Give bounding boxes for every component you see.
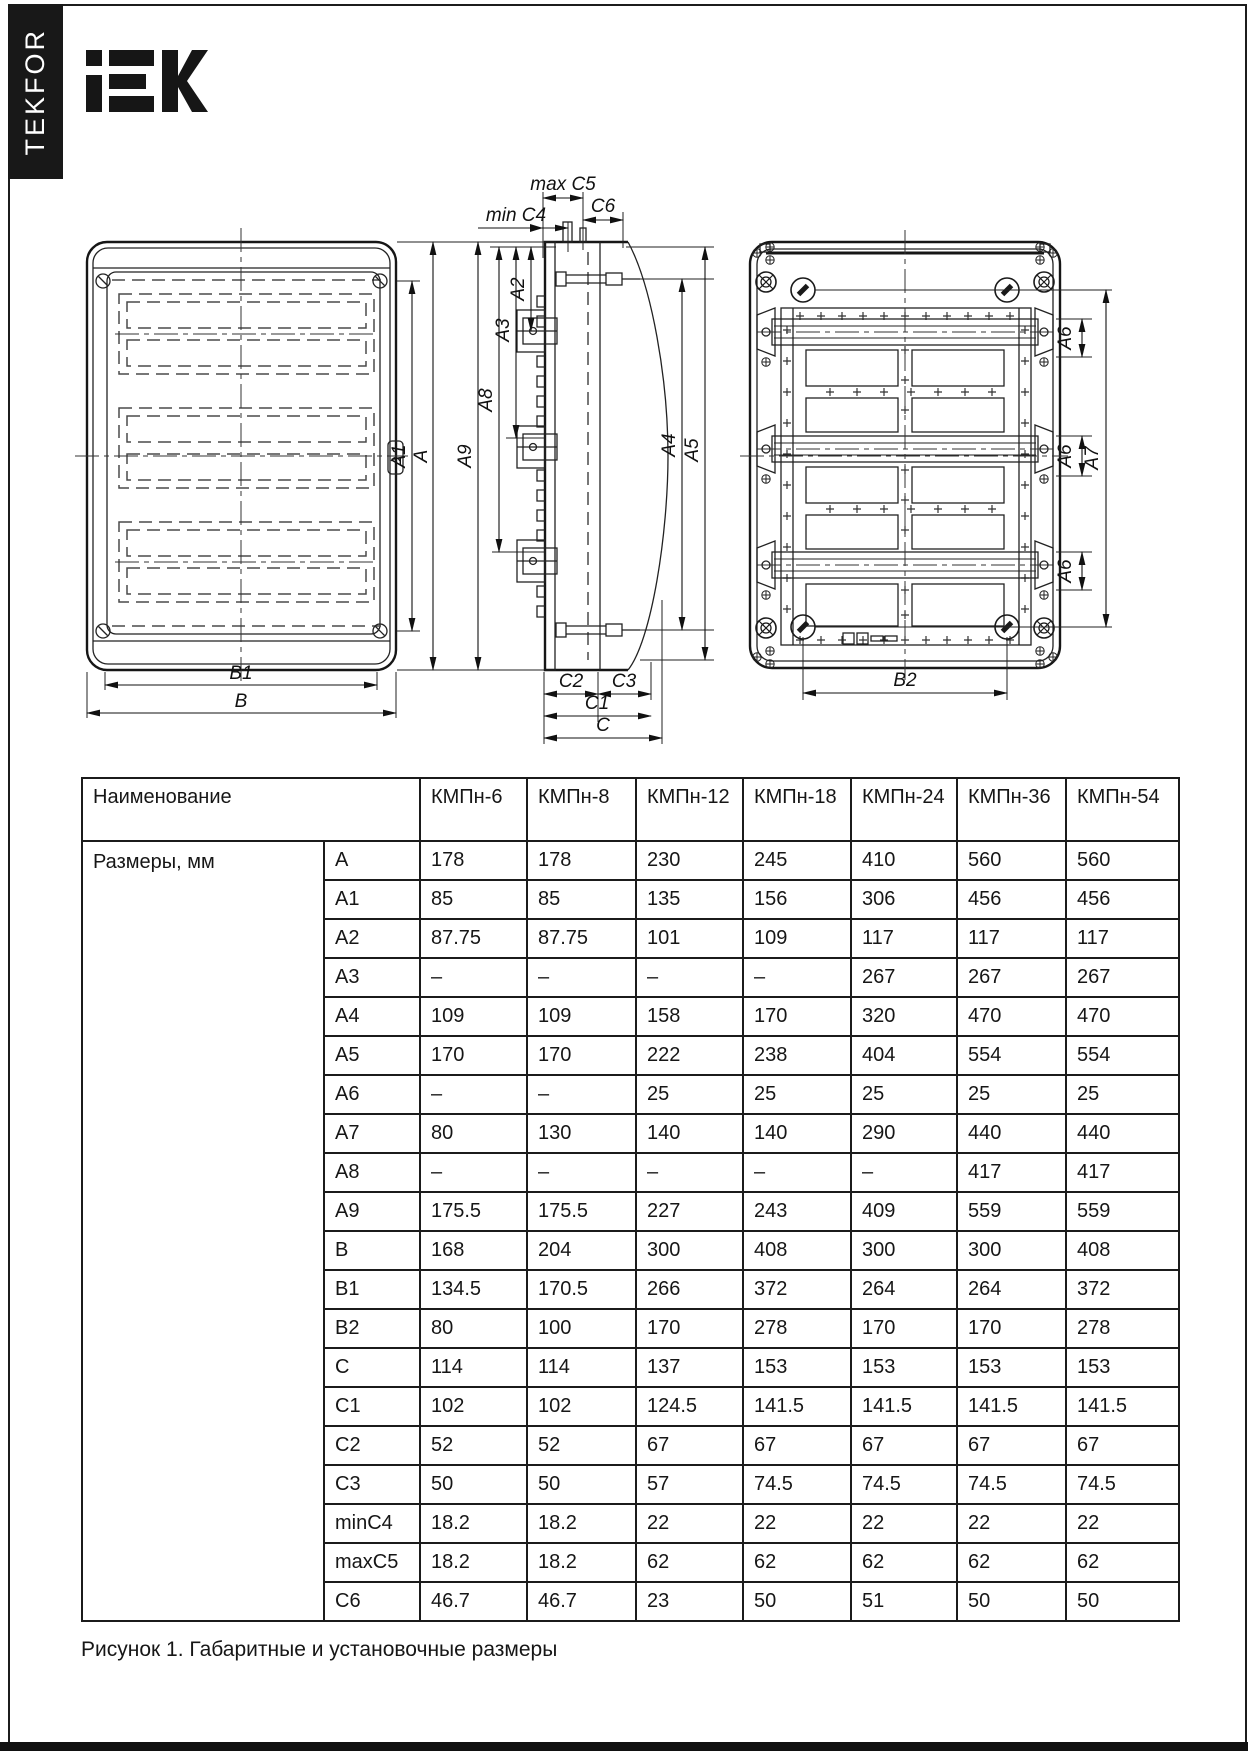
- value-cell: 300: [636, 1231, 743, 1270]
- value-cell: 410: [851, 841, 957, 880]
- value-cell: 57: [636, 1465, 743, 1504]
- value-cell: 25: [851, 1075, 957, 1114]
- value-cell: 306: [851, 880, 957, 919]
- value-cell: 456: [1066, 880, 1179, 919]
- front-door: [107, 272, 380, 634]
- dim-label-a6: A6: [1055, 559, 1076, 583]
- value-cell: 264: [851, 1270, 957, 1309]
- value-cell: 278: [1066, 1309, 1179, 1348]
- value-cell: 114: [420, 1348, 527, 1387]
- value-cell: 417: [1066, 1153, 1179, 1192]
- value-cell: 74.5: [851, 1465, 957, 1504]
- value-cell: 18.2: [527, 1543, 636, 1582]
- value-cell: 22: [957, 1504, 1066, 1543]
- value-cell: 554: [1066, 1036, 1179, 1075]
- side-rail-bracket: [517, 540, 557, 582]
- value-cell: 52: [527, 1426, 636, 1465]
- value-cell: 559: [1066, 1192, 1179, 1231]
- value-cell: 278: [743, 1309, 851, 1348]
- value-cell: 62: [743, 1543, 851, 1582]
- dim-label-b: B: [234, 691, 248, 712]
- value-cell: 80: [420, 1309, 527, 1348]
- value-cell: 153: [743, 1348, 851, 1387]
- dim-label-c: C: [596, 715, 610, 736]
- value-cell: 85: [420, 880, 527, 919]
- back-mounting-plate: [781, 308, 1031, 645]
- value-cell: 137: [636, 1348, 743, 1387]
- dim-label-c2: C2: [558, 671, 584, 692]
- param-cell: A4: [324, 997, 420, 1036]
- value-cell: 62: [636, 1543, 743, 1582]
- value-cell: 50: [743, 1582, 851, 1621]
- back-keyhole: [791, 615, 815, 639]
- value-cell: 140: [636, 1114, 743, 1153]
- param-cell: A1: [324, 880, 420, 919]
- value-cell: 50: [957, 1582, 1066, 1621]
- header-col-cell: КМПн-36: [957, 778, 1066, 841]
- header-col-cell: КМПн-12: [636, 778, 743, 841]
- front-module-group: [119, 408, 374, 488]
- dim-label-c6: C6: [590, 196, 616, 217]
- value-cell: 470: [957, 997, 1066, 1036]
- value-cell: 109: [743, 919, 851, 958]
- value-cell: 153: [1066, 1348, 1179, 1387]
- value-cell: –: [420, 1075, 527, 1114]
- value-cell: –: [527, 1075, 636, 1114]
- value-cell: 117: [957, 919, 1066, 958]
- param-cell: A3: [324, 958, 420, 997]
- back-corner-screw: [756, 618, 776, 638]
- value-cell: 102: [527, 1387, 636, 1426]
- param-cell: A7: [324, 1114, 420, 1153]
- value-cell: 25: [957, 1075, 1066, 1114]
- value-cell: 67: [851, 1426, 957, 1465]
- value-cell: –: [743, 1153, 851, 1192]
- value-cell: 130: [527, 1114, 636, 1153]
- value-cell: 46.7: [420, 1582, 527, 1621]
- value-cell: 50: [527, 1465, 636, 1504]
- table-header-row: [82, 778, 1179, 841]
- value-cell: 18.2: [420, 1504, 527, 1543]
- value-cell: –: [420, 958, 527, 997]
- value-cell: 141.5: [1066, 1387, 1179, 1426]
- value-cell: 409: [851, 1192, 957, 1231]
- back-corner-screw: [756, 272, 776, 292]
- value-cell: 25: [1066, 1075, 1179, 1114]
- value-cell: 67: [1066, 1426, 1179, 1465]
- group-label-cell: Размеры, мм: [82, 841, 324, 1621]
- dim-label-b2: B2: [893, 670, 917, 691]
- value-cell: 46.7: [527, 1582, 636, 1621]
- value-cell: 18.2: [527, 1504, 636, 1543]
- dimensions-table: [81, 777, 1180, 1622]
- value-cell: 170: [851, 1309, 957, 1348]
- param-cell: B1: [324, 1270, 420, 1309]
- value-cell: –: [636, 958, 743, 997]
- value-cell: –: [527, 1153, 636, 1192]
- page-border-bottom: [0, 1742, 1248, 1751]
- value-cell: 170: [743, 997, 851, 1036]
- front-corner-screw: [96, 274, 110, 288]
- back-keyhole: [791, 278, 815, 302]
- value-cell: 141.5: [851, 1387, 957, 1426]
- side-mount-bolt: [556, 272, 640, 286]
- figure-caption: Рисунок 1. Габаритные и установочные размеры: [81, 1638, 558, 1661]
- param-cell: A9: [324, 1192, 420, 1231]
- value-cell: –: [743, 958, 851, 997]
- dim-label-a5: A5: [682, 438, 703, 462]
- value-cell: –: [420, 1153, 527, 1192]
- value-cell: 300: [957, 1231, 1066, 1270]
- dim-label-a1: A1: [389, 444, 410, 468]
- value-cell: 170.5: [527, 1270, 636, 1309]
- dim-label-a: A: [411, 449, 432, 463]
- value-cell: 175.5: [527, 1192, 636, 1231]
- value-cell: 417: [957, 1153, 1066, 1192]
- tekfor-vertical-label: TEKFOR: [20, 27, 50, 156]
- value-cell: 245: [743, 841, 851, 880]
- back-view-drawing: [740, 230, 1112, 700]
- header-name-cell: Наименование: [82, 778, 420, 841]
- value-cell: 117: [1066, 919, 1179, 958]
- value-cell: –: [636, 1153, 743, 1192]
- value-cell: 175.5: [420, 1192, 527, 1231]
- value-cell: 170: [636, 1309, 743, 1348]
- back-brand-stamp: [843, 633, 897, 644]
- param-cell: B: [324, 1231, 420, 1270]
- value-cell: 264: [957, 1270, 1066, 1309]
- value-cell: 408: [743, 1231, 851, 1270]
- param-cell: A6: [324, 1075, 420, 1114]
- param-cell: A2: [324, 919, 420, 958]
- back-corner-screw: [1034, 618, 1054, 638]
- param-cell: A8: [324, 1153, 420, 1192]
- dim-label-a2: A2: [508, 277, 529, 301]
- header-col-cell: КМПн-8: [527, 778, 636, 841]
- value-cell: 87.75: [420, 919, 527, 958]
- param-cell: C1: [324, 1387, 420, 1426]
- param-cell: A5: [324, 1036, 420, 1075]
- value-cell: 74.5: [1066, 1465, 1179, 1504]
- value-cell: 50: [420, 1465, 527, 1504]
- param-cell: minC4: [324, 1504, 420, 1543]
- value-cell: 62: [957, 1543, 1066, 1582]
- value-cell: 25: [636, 1075, 743, 1114]
- value-cell: 404: [851, 1036, 957, 1075]
- dim-label-a7: A7: [1082, 446, 1103, 470]
- header-col-cell: КМПн-24: [851, 778, 957, 841]
- dim-label-c1: C1: [584, 693, 610, 714]
- param-cell: A: [324, 841, 420, 880]
- value-cell: 170: [527, 1036, 636, 1075]
- dim-label-a6: A6: [1055, 444, 1076, 468]
- dim-label-a3: A3: [493, 318, 514, 342]
- value-cell: 178: [527, 841, 636, 880]
- value-cell: 158: [636, 997, 743, 1036]
- value-cell: 102: [420, 1387, 527, 1426]
- value-cell: 25: [743, 1075, 851, 1114]
- header-col-cell: КМПн-6: [420, 778, 527, 841]
- value-cell: 67: [957, 1426, 1066, 1465]
- value-cell: 22: [636, 1504, 743, 1543]
- dim-label-a6: A6: [1055, 326, 1076, 350]
- value-cell: 52: [420, 1426, 527, 1465]
- value-cell: 50: [1066, 1582, 1179, 1621]
- value-cell: 243: [743, 1192, 851, 1231]
- dim-label-max-c5: max C5: [530, 174, 596, 195]
- value-cell: 290: [851, 1114, 957, 1153]
- value-cell: 109: [527, 997, 636, 1036]
- value-cell: 456: [957, 880, 1066, 919]
- dim-label-min-c4: min C4: [485, 205, 547, 226]
- value-cell: 51: [851, 1582, 957, 1621]
- value-cell: 230: [636, 841, 743, 880]
- value-cell: 238: [743, 1036, 851, 1075]
- value-cell: 100: [527, 1309, 636, 1348]
- value-cell: 560: [957, 841, 1066, 880]
- param-cell: C2: [324, 1426, 420, 1465]
- value-cell: 267: [957, 958, 1066, 997]
- value-cell: 170: [957, 1309, 1066, 1348]
- value-cell: 85: [527, 880, 636, 919]
- param-cell: B2: [324, 1309, 420, 1348]
- value-cell: –: [851, 1153, 957, 1192]
- dim-label-c3: C3: [611, 671, 637, 692]
- value-cell: 320: [851, 997, 957, 1036]
- value-cell: 22: [1066, 1504, 1179, 1543]
- value-cell: 18.2: [420, 1543, 527, 1582]
- value-cell: 440: [957, 1114, 1066, 1153]
- value-cell: –: [527, 958, 636, 997]
- value-cell: 267: [851, 958, 957, 997]
- value-cell: 134.5: [420, 1270, 527, 1309]
- header-col-cell: КМПн-18: [743, 778, 851, 841]
- value-cell: 267: [1066, 958, 1179, 997]
- header-col-cell: КМПн-54: [1066, 778, 1179, 841]
- value-cell: 74.5: [743, 1465, 851, 1504]
- value-cell: 67: [636, 1426, 743, 1465]
- value-cell: 153: [851, 1348, 957, 1387]
- dim-label-a4: A4: [659, 433, 680, 457]
- value-cell: 62: [851, 1543, 957, 1582]
- value-cell: 372: [1066, 1270, 1179, 1309]
- value-cell: 204: [527, 1231, 636, 1270]
- value-cell: 87.75: [527, 919, 636, 958]
- param-cell: C3: [324, 1465, 420, 1504]
- dim-label-a9: A9: [455, 444, 476, 468]
- value-cell: 141.5: [743, 1387, 851, 1426]
- back-corner-screw: [1034, 272, 1054, 292]
- value-cell: 22: [851, 1504, 957, 1543]
- value-cell: 560: [1066, 841, 1179, 880]
- value-cell: 554: [957, 1036, 1066, 1075]
- value-cell: 117: [851, 919, 957, 958]
- param-cell: maxC5: [324, 1543, 420, 1582]
- value-cell: 178: [420, 841, 527, 880]
- param-cell: C6: [324, 1582, 420, 1621]
- side-rail-bracket: [517, 426, 557, 468]
- value-cell: 135: [636, 880, 743, 919]
- value-cell: 109: [420, 997, 527, 1036]
- value-cell: 74.5: [957, 1465, 1066, 1504]
- param-cell: C: [324, 1348, 420, 1387]
- value-cell: 156: [743, 880, 851, 919]
- value-cell: 114: [527, 1348, 636, 1387]
- value-cell: 170: [420, 1036, 527, 1075]
- front-view-drawing: [75, 228, 433, 718]
- value-cell: 227: [636, 1192, 743, 1231]
- side-view-drawing: [397, 174, 714, 744]
- front-corner-screw: [96, 624, 110, 638]
- value-cell: 153: [957, 1348, 1066, 1387]
- value-cell: 300: [851, 1231, 957, 1270]
- value-cell: 266: [636, 1270, 743, 1309]
- value-cell: 141.5: [957, 1387, 1066, 1426]
- value-cell: 101: [636, 919, 743, 958]
- value-cell: 22: [743, 1504, 851, 1543]
- dim-label-b1: B1: [229, 663, 253, 684]
- value-cell: 124.5: [636, 1387, 743, 1426]
- value-cell: 408: [1066, 1231, 1179, 1270]
- value-cell: 559: [957, 1192, 1066, 1231]
- value-cell: 23: [636, 1582, 743, 1621]
- figure-drawings: [0, 0, 1248, 780]
- value-cell: 222: [636, 1036, 743, 1075]
- table-row: [82, 841, 1179, 880]
- side-mount-bolt: [556, 623, 640, 637]
- value-cell: 67: [743, 1426, 851, 1465]
- value-cell: 168: [420, 1231, 527, 1270]
- value-cell: 80: [420, 1114, 527, 1153]
- value-cell: 140: [743, 1114, 851, 1153]
- value-cell: 372: [743, 1270, 851, 1309]
- dim-label-a8: A8: [476, 388, 497, 412]
- value-cell: 470: [1066, 997, 1179, 1036]
- value-cell: 62: [1066, 1543, 1179, 1582]
- value-cell: 440: [1066, 1114, 1179, 1153]
